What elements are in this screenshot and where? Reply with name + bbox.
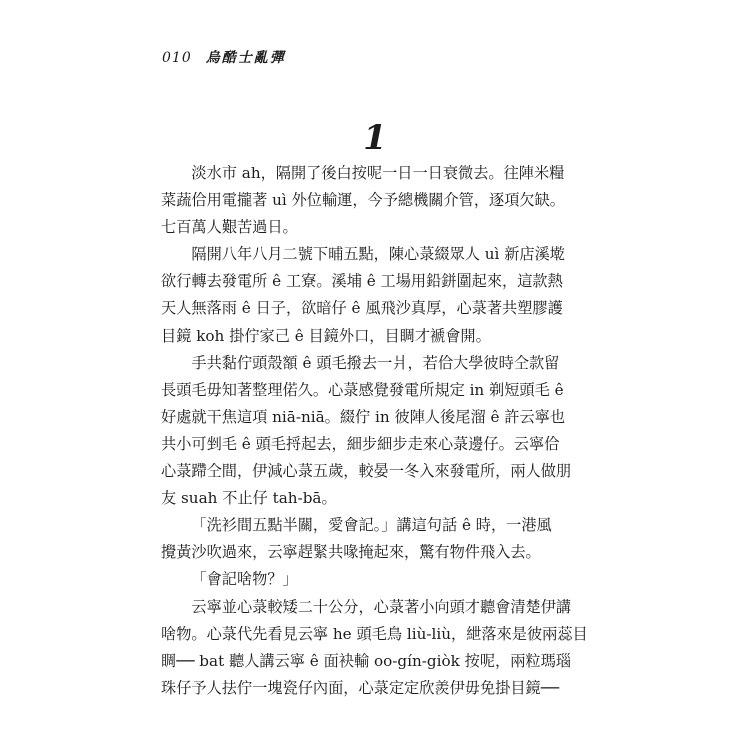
paragraph [161, 241, 589, 349]
text-line: 攪黃沙吹過來，云寧趕緊共喙掩起來，驚有物件飛入去。 [161, 543, 541, 562]
running-header [162, 47, 286, 67]
paragraph [161, 350, 589, 513]
text-line: 七百萬人艱苦過日。 [161, 218, 298, 237]
paragraph [161, 566, 589, 593]
paragraph [161, 160, 589, 241]
paragraph [161, 594, 589, 702]
text-line: 隔開八年八月二號下晡五點，陳心菉綴眾人 uì 新店溪墘 [191, 245, 565, 264]
book-title: 烏酷士亂彈 [205, 50, 286, 66]
text-line: 目鏡 koh 掛佇家己 ê 目鏡外口，目睭才褫會開。 [161, 326, 491, 345]
text-line: 友 suah 不止仔 tah-bā。 [161, 489, 337, 508]
body-text [161, 160, 589, 702]
text-line: 長頭毛毋知著整理偌久。心菉感覺發電所規定 in 剃短頭毛 ê [161, 380, 564, 399]
text-line: 「洗衫間五點半關，愛會記。」講這句話 ê 時，一港風 [191, 516, 552, 535]
text-line: 「會記啥物？」 [191, 570, 298, 589]
page-number: 010 [162, 50, 192, 66]
text-line: 啥物。心菉代先看見云寧 he 頭毛鳥 liù-liù，紲落來是彼兩蕊目 [161, 624, 588, 643]
text-line: 手共黏佇頭殼額 ê 頭毛撥去一爿，若佮大學彼時仝款留 [191, 353, 560, 372]
text-line: 睭── bat 聽人講云寧 ê 面袂輸 oo-gín-giòk 按呢，兩粒瑪瑙 [161, 651, 571, 670]
text-line: 好處就干焦這項 niā-niā。綴佇 in 彼陣人後尾溜 ê 許云寧也 [161, 407, 566, 426]
text-line: 共小可剉毛 ê 頭毛捋起去，細步細步走來心菉邊仔。云寧佮 [161, 434, 560, 453]
text-line: 欲行轉去發電所 ê 工寮。溪埔 ê 工場用鉛鉼圍起來，這款熱 [161, 272, 563, 291]
text-line: 珠仔予人抾佇一塊瓷仔內面，心菉定定欣羨伊毋免掛目鏡── [161, 678, 559, 697]
text-line: 菜蔬佮用電攏著 uì 外位輸運，今予總機關介管，逐項欠缺。 [161, 191, 565, 210]
text-line: 淡水市 ah，隔開了後白按呢一日一日衰微去。往陣米糧 [191, 164, 565, 182]
text-line: 天人無落雨 ê 日子，欲暗仔 ê 風飛沙真厚，心菉著共塑膠護 [161, 299, 563, 318]
chapter-number: 1 [363, 118, 387, 158]
text-line: 云寧並心菉較矮二十公分，心菉著小向頭才聽會清楚伊講 [191, 597, 572, 616]
text-line: 心菉蹛仝間，伊減心菉五歲，較晏一冬入來發電所，兩人做朋 [161, 462, 572, 481]
paragraph [161, 512, 589, 566]
